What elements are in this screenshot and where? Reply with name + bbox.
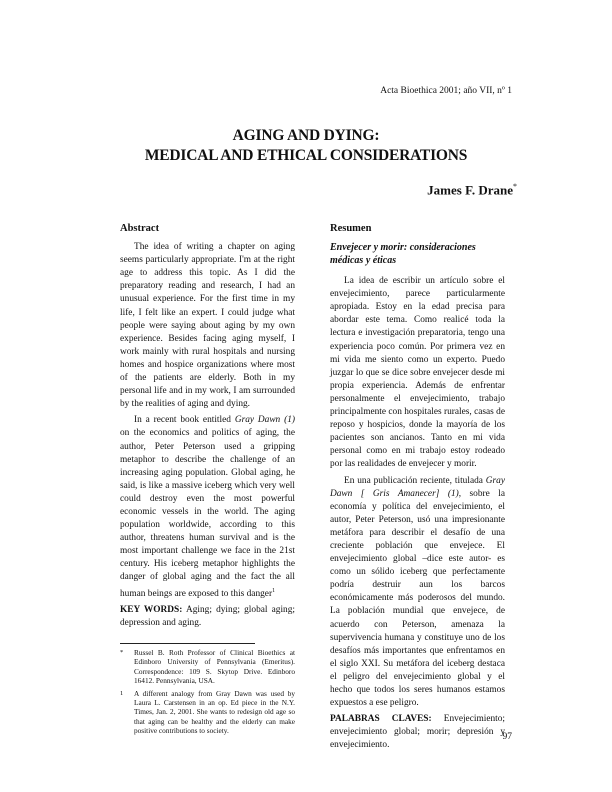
resumen-paragraph-1: La idea de escribir un artículo sobre el envejecimiento, parece particularmente apropiada. Estoy en la edad precisa para abordar este tema. Como realicé toda la lectura e investigación preparatoria, tengo una experiencia poco común. Por primera vez en mi vida me siento como un experto. Puedo juzgar lo que se dice sobre envejecer desde mi propia experiencia. Además de enfrentar personalmente el envejecimiento, trabajo principalmente con hospitales rurales, casas de reposo y hospicios, donde la mayoría de los pacientes son ancianos. Tanto en mi vida personal como en mi trabajo estoy rodeado por las realidades de envejecer y morir. (330, 276, 505, 470)
key-words-label: KEY WORDS: (120, 604, 183, 615)
title-line-1: AGING AND DYING: (232, 127, 380, 144)
palabras-claves-text: Envejecimiento; envejecimiento global; morir; depresión y envejecimiento. (330, 714, 505, 751)
resumen-subheading: Envejecer y morir: consideraciones médicas y éticas (330, 242, 476, 267)
author-name: James F. Drane (427, 182, 513, 198)
palabras-claves (330, 713, 505, 752)
resumen-column (330, 222, 505, 755)
page-number: 97 (502, 732, 512, 742)
footnote-mark: * (120, 649, 124, 656)
footnote-text: Russel B. Roth Professor of Clinical Bioethics at Edinboro University of Pennsylvania (Emeritus). Correspondence: 109 S. Skytop Drive. Edinboro 16412. Pennsylvania, USA. (134, 648, 295, 686)
footnote (120, 648, 295, 686)
author (427, 182, 517, 198)
article-title (0, 126, 612, 166)
resumen-heading: Resumen (330, 223, 372, 234)
footnote-text: A different analogy from Gray Dawn was used by Laura L. Carstensen in an op. Ed piece in the N.Y. Times, Jan. 2, 2001. She wants to redesign old age so that aging can be healthy and the elderly can make positive contributions to society. (134, 688, 295, 736)
abstract-paragraph-1: The idea of writing a chapter on aging seems particularly appropriate. I'm at the right age to address this topic. As I did the preparatory reading and research, I had an unusual experience. For the first time in my life, I felt like an expert. I could judge what people were saying about aging by my own experience. Besides facing aging myself, I work mainly with rural hospitals and nursing homes and hospice organizations where most of the patients are elderly. Both in my personal life and in my work, I am surrounded by the realities of aging and dying. (120, 242, 295, 410)
resumen-paragraph-2: En una publicación reciente, titulada Gray Dawn [ Gris Amanecer] (1), sobre la economía y política del envejecimiento, el autor, Peter Peterson, usó una impresionante metáfora para describir el desafío de una creciente población que envejece. El envejecimiento global –dice este autor- es como un sólido iceberg que perfectamente podría destruir aun los barcos económicamente más poderosos del mundo. La población mundial que envejece, de acuerdo con Peterson, amenaza la supervivencia humana y constituye uno de los desafíos más importantes que enfrentamos en el siglo XXI. Su metáfora del iceberg destaca el peligro del envejecimiento global y el hecho que todos los seres humanos estamos expuestos a ese peligro. (330, 475, 505, 709)
abstract-column (120, 222, 295, 633)
title-line-2: MEDICAL AND ETHICAL CONSIDERATIONS (144, 147, 468, 164)
footnote-ref-1: 1 (272, 587, 276, 594)
book-title: Gray Dawn (1) (234, 415, 295, 426)
footnote (120, 689, 295, 736)
abstract-paragraph-2: In a recent book entitled Gray Dawn (1) on the economics and politics of aging, the author, Peter Peterson used a gripping metaphor to describe the challenge of an increasing aging population. Global aging, he said, is like a massive iceberg which very well could destroy even the most powerful economic vessels in the world. The aging population worldwide, according to this author, threatens human survival and is the most important challenge we face in the 21st century. His iceberg metaphor highlights the danger of global aging and the fact the all human beings are exposed to this danger$^1$ (120, 415, 295, 599)
key-words-text: Aging; dying; global aging; depression and aging. (120, 604, 295, 628)
footnote-divider (120, 643, 255, 644)
running-header: Acta Bioethica 2001; año VII, nº 1 (380, 86, 512, 96)
book-title-es: Gray Dawn [ Gris Amanecer] (1), (330, 475, 505, 499)
footnotes (120, 648, 295, 739)
author-footnote-mark: * (513, 182, 517, 191)
footnote-mark: 1 (120, 689, 124, 697)
key-words (120, 604, 295, 630)
palabras-claves-label: PALABRAS CLAVES: (330, 714, 432, 725)
abstract-heading: Abstract (120, 223, 160, 234)
